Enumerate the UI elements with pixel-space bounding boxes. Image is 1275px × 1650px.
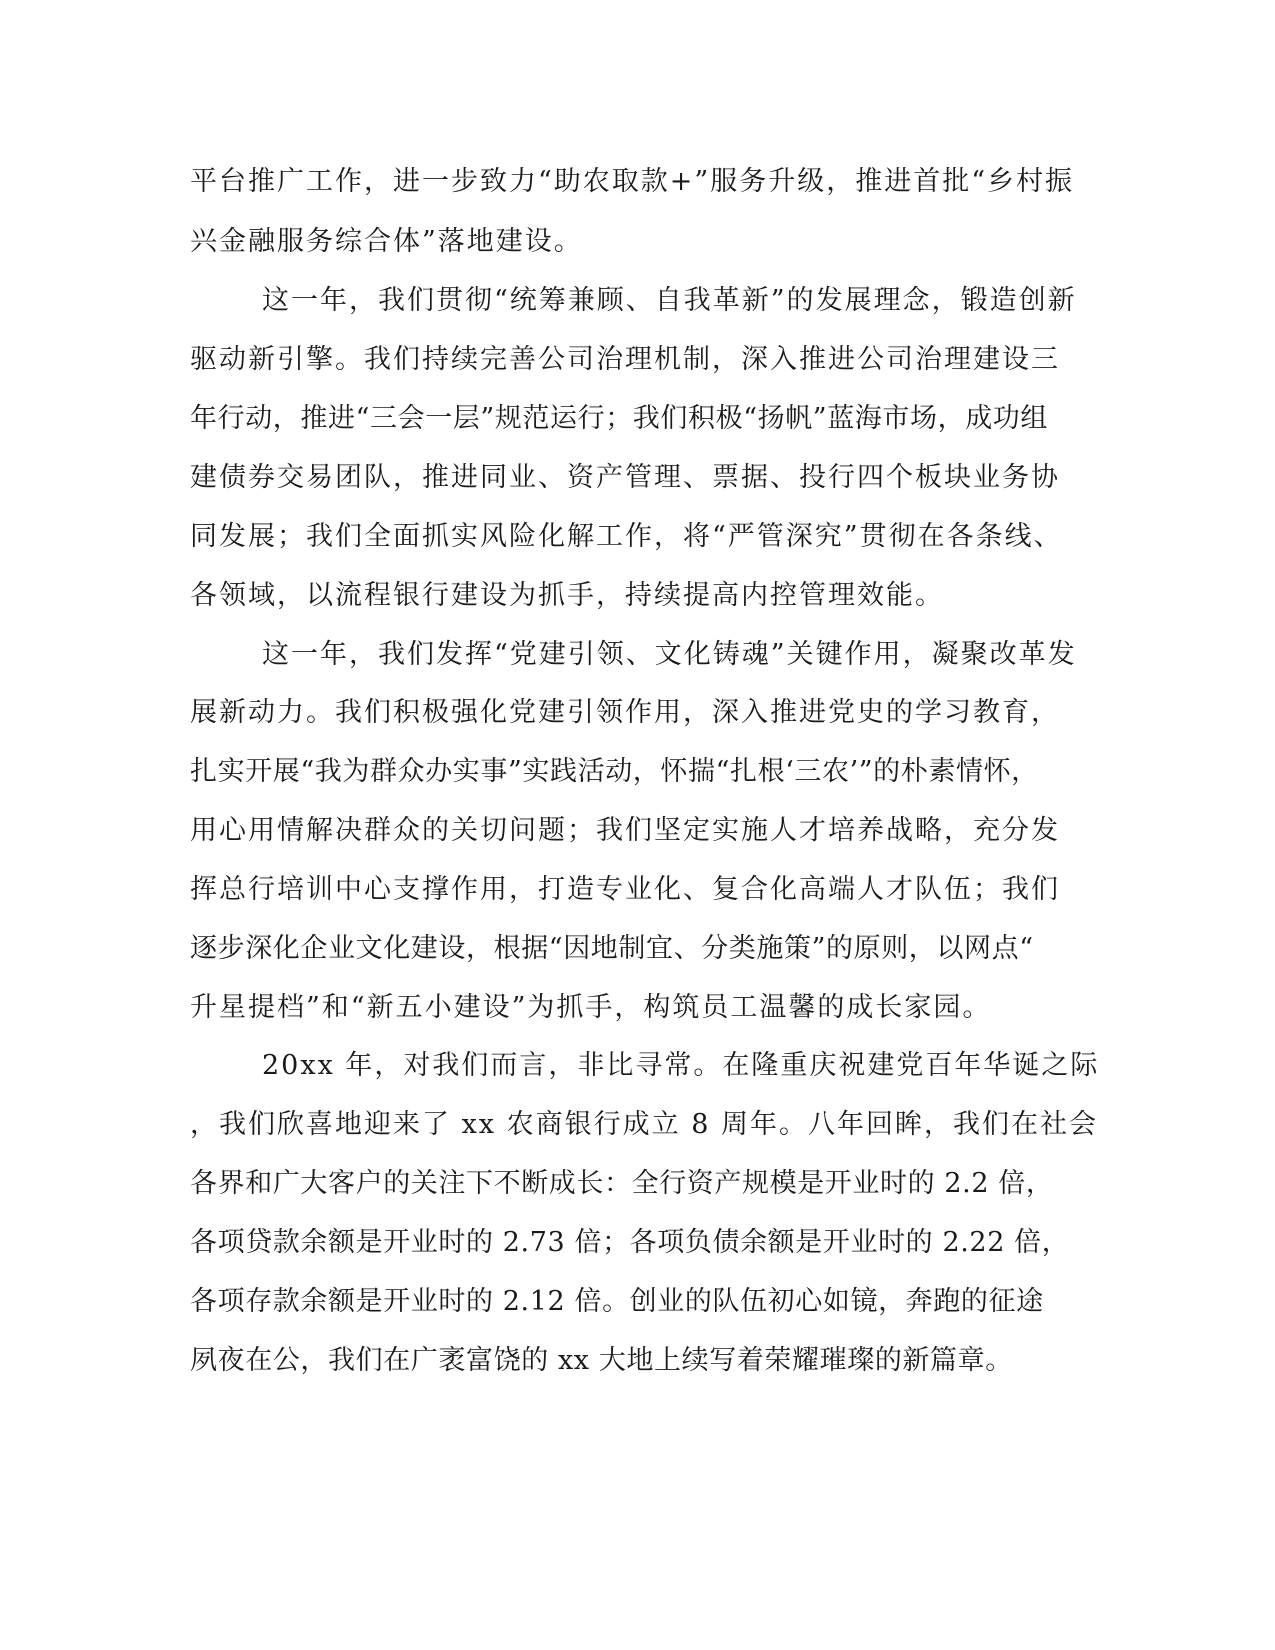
text-line: 年行动，推进“三会一层”规范运行；我们积极“扬帆”蓝海市场，成功组 bbox=[190, 403, 1049, 434]
paragraph-start-line: 这一年，我们贯彻“统筹兼顾、自我革新”的发展理念，锻造创新 bbox=[262, 285, 1077, 316]
paragraph-start-line: 20xx 年，对我们而言，非比寻常。在隆重庆祝建党百年华诞之际 bbox=[262, 1050, 1100, 1081]
text-line: 展新动力。我们积极强化党建引领作用，深入推进党史的学习教育， bbox=[190, 697, 1060, 728]
text-line: 建债券交易团队，推进同业、资产管理、票据、投行四个板块业务协 bbox=[190, 462, 1060, 493]
text-line: 兴金融服务综合体”落地建设。 bbox=[190, 226, 583, 257]
text-line: 逐步深化企业文化建设，根据“因地制宜、分类施策”的原则，以网点“ bbox=[190, 933, 1034, 964]
text-line: 扎实开展“我为群众办实事”实践活动，怀揣“扎根‘三农’”的朴素情怀， bbox=[190, 756, 1039, 787]
text-line: 用心用情解决群众的关切问题；我们坚定实施人才培养战略，充分发 bbox=[190, 815, 1060, 846]
text-line: 同发展；我们全面抓实风险化解工作，将“严管深究”贯彻在各条线、 bbox=[190, 521, 1063, 552]
text-line: 平台推广工作，进一步致力“助农取款+”服务升级，推进首批“乡村振 bbox=[190, 166, 1075, 197]
paragraph-start-line: 这一年，我们发挥“党建引领、文化铸魂”关键作用，凝聚改革发 bbox=[262, 639, 1077, 670]
text-line: 各领域，以流程银行建设为抓手，持续提高内控管理效能。 bbox=[190, 580, 944, 611]
text-line: 夙夜在公，我们在广袤富饶的 xx 大地上续写着荣耀璀璨的新篇章。 bbox=[190, 1345, 1013, 1376]
text-line: 各项存款余额是开业时的 2.12 倍。创业的队伍初心如镜，奔跑的征途 bbox=[190, 1286, 1044, 1317]
text-line: 各界和广大客户的关注下不断成长：全行资产规模是开业时的 2.2 倍， bbox=[190, 1168, 1054, 1199]
text-line: 升星提档”和“新五小建设”为抓手，构筑员工温馨的成长家园。 bbox=[190, 992, 992, 1023]
text-line: 挥总行培训中心支撑作用，打造专业化、复合化高端人才队伍；我们 bbox=[190, 874, 1060, 905]
text-line: 各项贷款余额是开业时的 2.73 倍；各项负债余额是开业时的 2.22 倍， bbox=[190, 1227, 1070, 1258]
text-line: ，我们欣喜地迎来了 xx 农商银行成立 8 周年。八年回眸，我们在社会 bbox=[190, 1109, 1098, 1140]
text-line: 驱动新引擎。我们持续完善公司治理机制，深入推进公司治理建设三 bbox=[190, 344, 1060, 375]
